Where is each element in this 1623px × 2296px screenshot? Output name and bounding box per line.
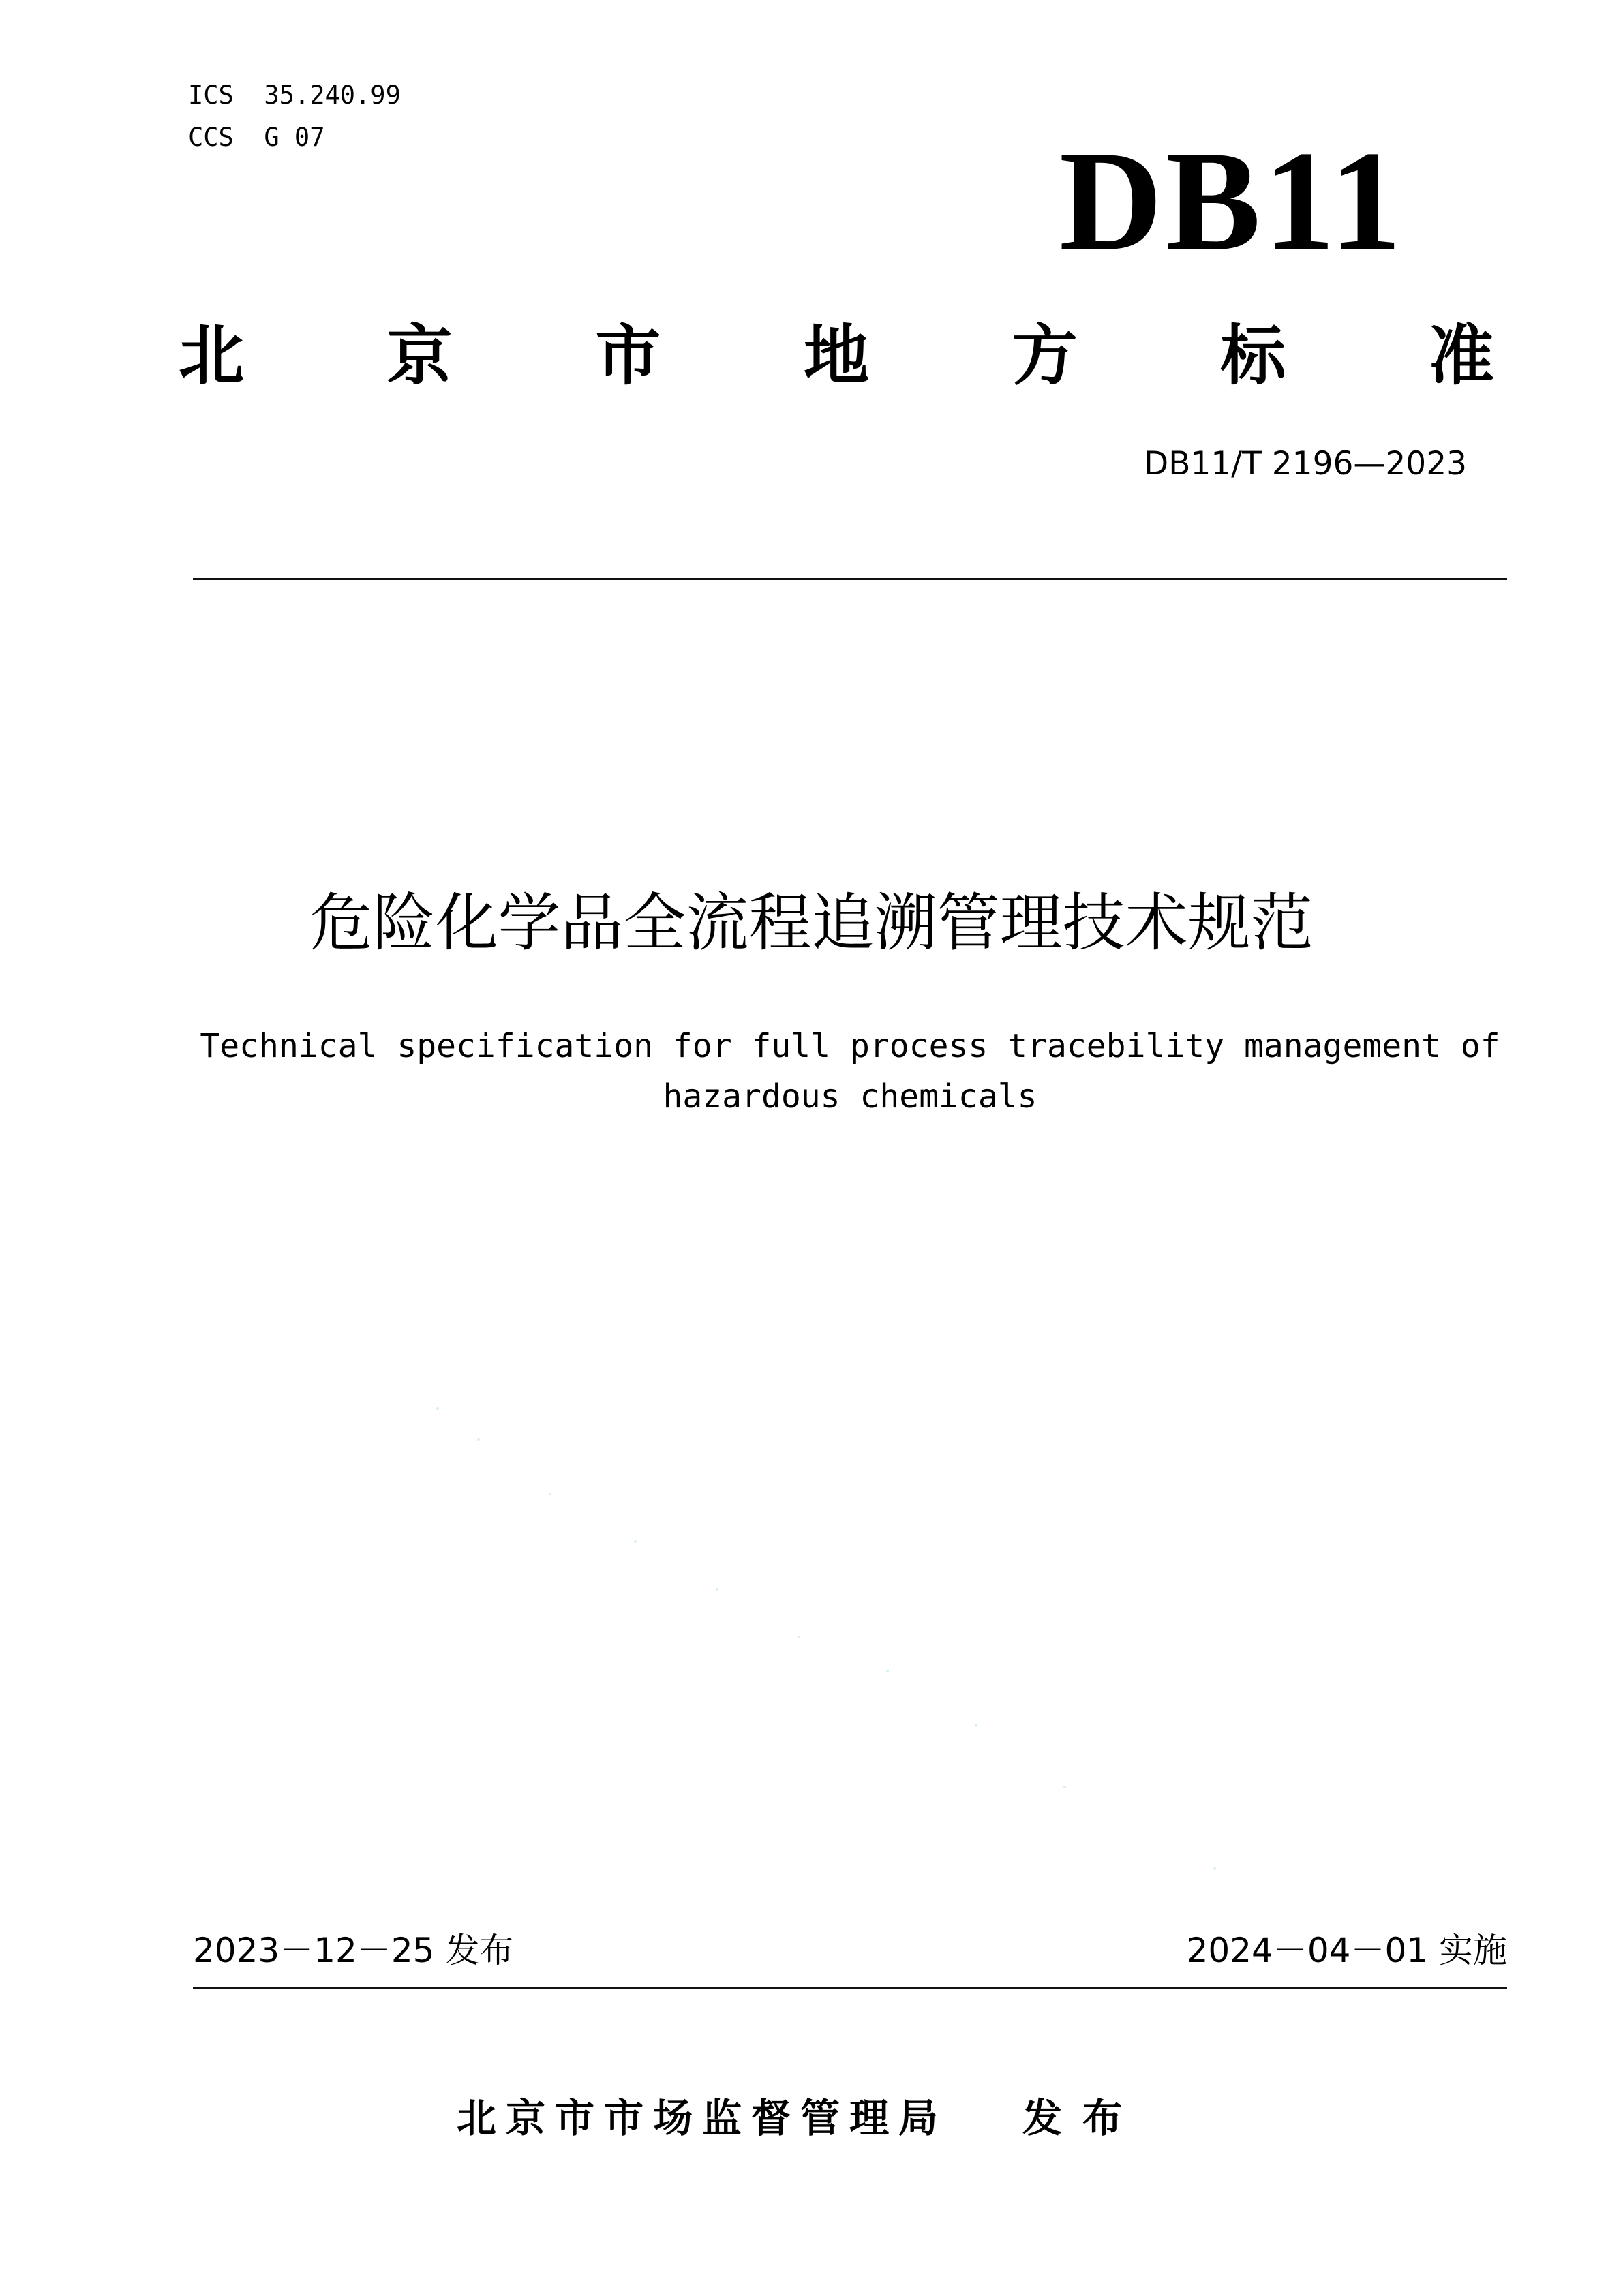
issue-date: 2023－12－25 发布 — [193, 1931, 514, 1970]
standard-type-char: 标 — [1220, 318, 1286, 394]
implementation-date: 2024－04－01 实施 — [1186, 1931, 1507, 1970]
publisher-name: 北京市市场监督管理局 — [457, 2095, 948, 2141]
standard-type-char: 准 — [1428, 318, 1494, 394]
standard-type-char: 地 — [803, 318, 869, 394]
standard-number: DB11/T 2196—2023 — [1144, 445, 1467, 483]
standard-type-char: 京 — [386, 318, 453, 394]
bottom-divider — [193, 1987, 1507, 1989]
standard-type-char: 市 — [595, 318, 661, 394]
publish-label: 发布 — [1022, 2095, 1143, 2141]
standard-type-heading — [179, 315, 1494, 397]
standard-type-char: 方 — [1012, 318, 1078, 394]
chinese-title: 危险化学品全流程追溯管理技术规范 — [309, 887, 1314, 960]
ccs-code: CCS G 07 — [188, 123, 325, 152]
db-standard-logo: DB11 — [1059, 122, 1404, 280]
top-divider — [193, 578, 1507, 580]
english-title: Technical specification for full process tracebility management of hazardous chemicals — [200, 1027, 1500, 1116]
ics-code: ICS 35.240.99 — [188, 80, 401, 110]
publisher-line — [457, 2092, 1234, 2144]
standard-type-char: 北 — [179, 318, 244, 394]
